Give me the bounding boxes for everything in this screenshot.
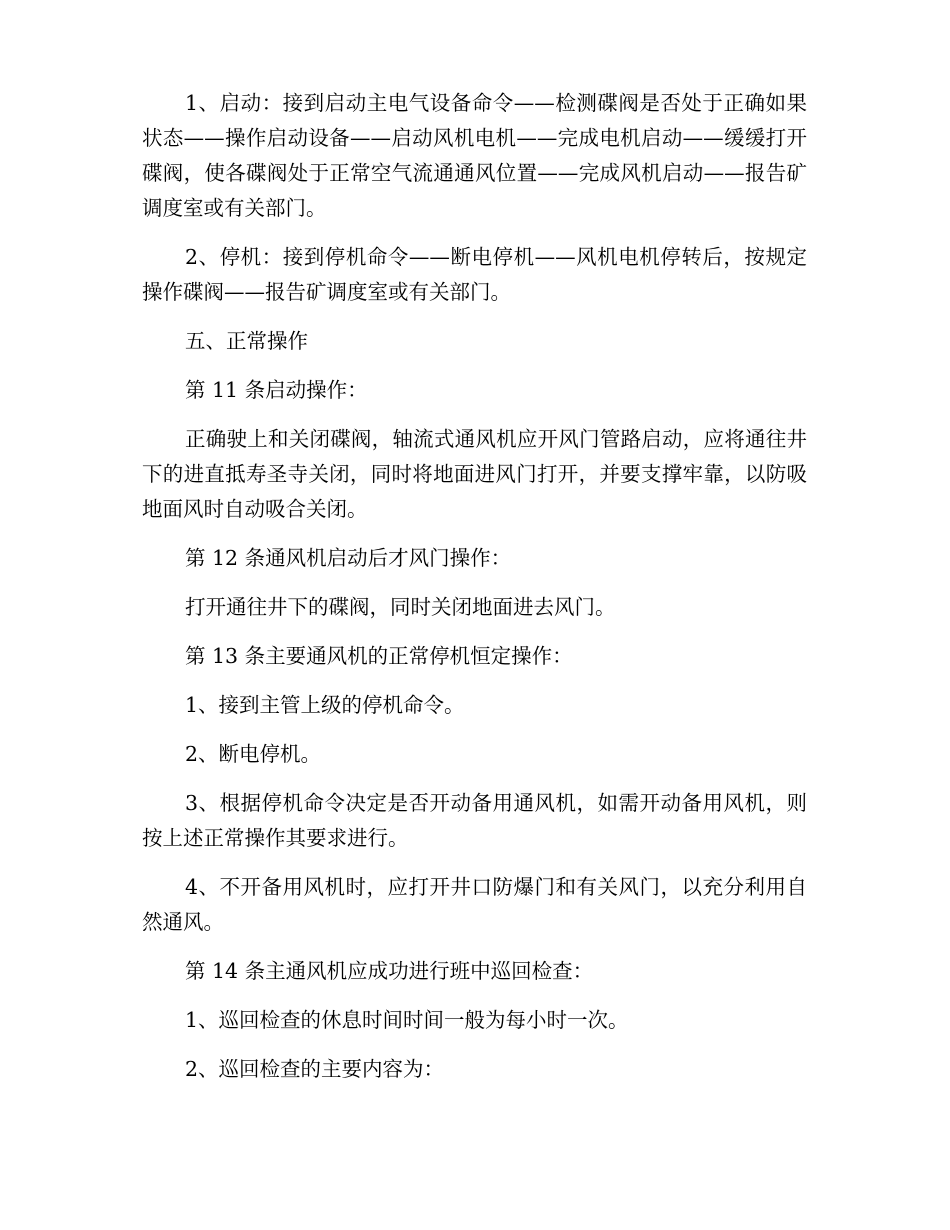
paragraph-startup-procedure: 1、启动：接到启动主电气设备命令——检测碟阀是否处于正确如果状态——操作启动设备——启动风机电机——完成电机启动——缓缓打开碟阀，使各碟阀处于正常空气流通通风位置——完成风机启动——报告矿调度室或有关部门。 xyxy=(142,91,807,220)
paragraph-shutdown-procedure: 2、停机：接到停机命令——断电停机——风机电机停转后，按规定操作碟阀——报告矿调度室或有关部门。 xyxy=(142,245,807,304)
article-13-item-3: 3、根据停机命令决定是否开动备用通风机，如需开动备用风机，则按上述正常操作其要求进行。 xyxy=(142,791,807,850)
article-14-item-2: 2、巡回检查的主要内容为： xyxy=(185,1057,445,1081)
article-12-body: 打开通往井下的碟阀，同时关闭地面进去风门。 xyxy=(185,595,616,619)
article-13-item-1: 1、接到主管上级的停机命令。 xyxy=(185,693,465,717)
article-13-item-4: 4、不开备用风机时，应打开井口防爆门和有关风门，以充分利用自然通风。 xyxy=(142,875,807,934)
article-14-item-1: 1、巡回检查的休息时间时间一般为每小时一次。 xyxy=(185,1008,629,1032)
document-body xyxy=(142,86,807,1101)
article-11-heading: 第 11 条启动操作： xyxy=(185,378,368,402)
article-13-item-2: 2、断电停机。 xyxy=(185,742,322,766)
article-14-heading: 第 14 条主通风机应成功进行班中巡回检查： xyxy=(185,959,594,983)
article-13-heading: 第 13 条主要通风机的正常停机恒定操作： xyxy=(185,644,573,668)
section-heading-normal-operation: 五、正常操作 xyxy=(185,329,308,353)
article-12-heading: 第 12 条通风机启动后才风门操作： xyxy=(185,546,512,570)
article-11-body: 正确驶上和关闭碟阀，轴流式通风机应开风门管路启动，应将通往井下的进直抵寿圣寺关闭，同时将地面进风门打开，并要支撑牢靠，以防吸地面风时自动吸合关闭。 xyxy=(142,427,807,521)
